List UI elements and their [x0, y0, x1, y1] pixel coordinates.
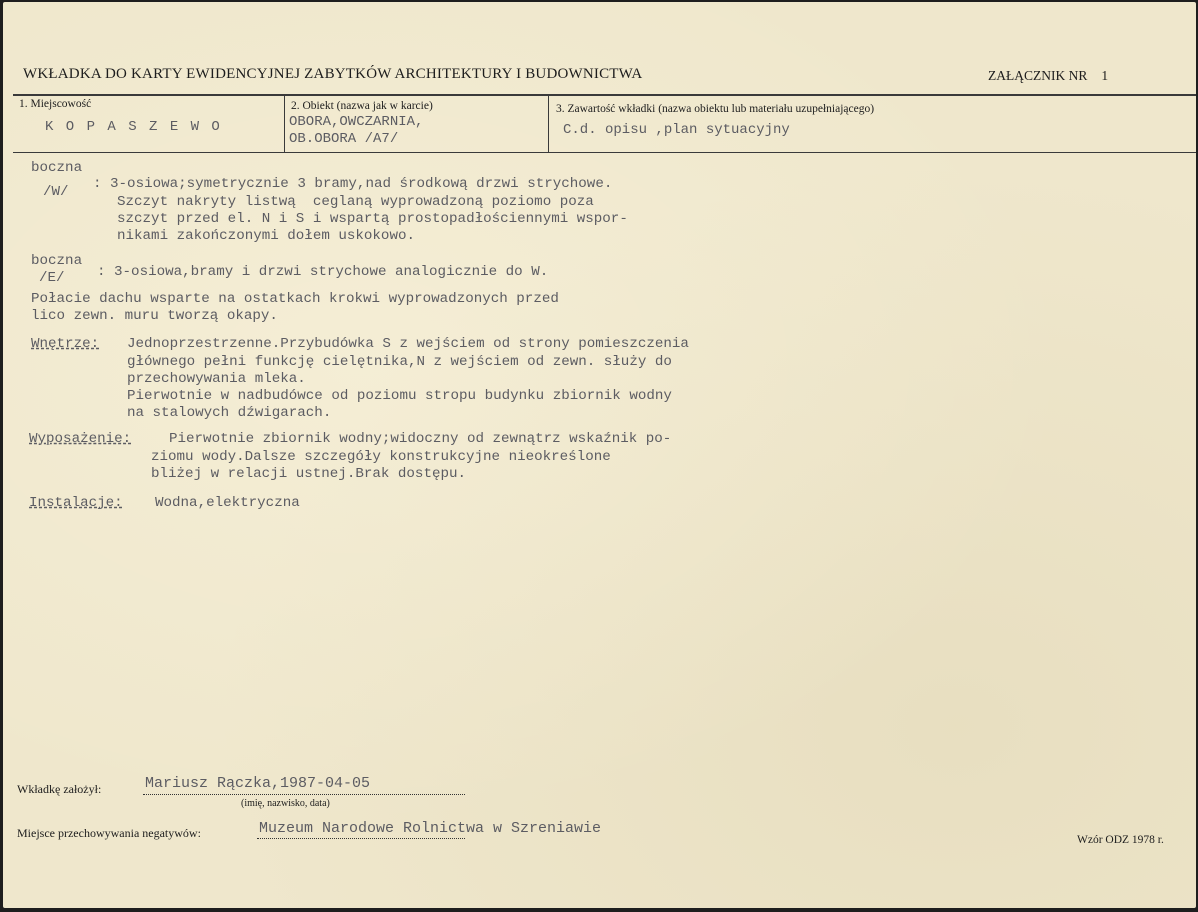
negatives-location-value: Muzeum Narodowe Rolnictwa w Szreniawie	[259, 820, 602, 837]
locality-value: K O P A S Z E W O	[45, 119, 222, 135]
form-title: WKŁADKA DO KARTY EWIDENCYJNEJ ZABYTKÓW ARCHITEKTURY I BUDOWNICTWA	[23, 66, 643, 82]
interior-line-2: głównego pełni funkcję cielętnika,N z wejściem od zewn. służy do	[127, 354, 672, 370]
annex-number: 1	[1101, 68, 1109, 83]
side-w-code: /W/	[43, 184, 69, 200]
created-by-underline	[143, 794, 465, 795]
locality-label: 1. Miejscowość	[19, 98, 92, 110]
equipment-line-1: Pierwotnie zbiornik wodny;widoczny od zewnątrz wskaźnik po-	[169, 431, 672, 447]
form-template-id: Wzór ODZ 1978 r.	[1077, 834, 1164, 846]
content-value: C.d. opisu ,plan sytuacyjny	[563, 122, 790, 138]
side-e-label: boczna	[31, 253, 83, 269]
inventory-card-insert	[3, 2, 1196, 908]
interior-line-5: na stalowych dźwigarach.	[127, 405, 332, 421]
negatives-location-underline	[257, 838, 465, 839]
annex-label-text: ZAŁĄCZNIK NR	[988, 68, 1088, 83]
equipment-label: Wyposażenie:	[29, 431, 132, 447]
header-rule	[13, 94, 1196, 96]
interior-line-4: Pierwotnie w nadbudówce od poziomu stropu budynku zbiornik wodny	[127, 388, 672, 404]
side-w-label: boczna	[31, 160, 83, 176]
roof-line-1: Połacie dachu wsparte na ostatkach krokwi wyprowadzonych przed	[31, 291, 559, 307]
annex-label	[988, 68, 1108, 84]
equipment-line-2: ziomu wody.Dalsze szczegóły konstrukcyjne nieokreślone	[151, 449, 611, 465]
field-divider-1	[284, 96, 285, 152]
object-value-line2: OB.OBORA /A7/	[289, 131, 399, 147]
side-e-code: /E/	[39, 270, 65, 286]
installations-label: Instalacje:	[29, 495, 123, 511]
created-by-value: Mariusz Rączka,1987-04-05	[145, 775, 371, 792]
fields-rule	[13, 152, 1196, 153]
interior-line-3: przechowywania mleka.	[127, 371, 306, 387]
object-value-line1: OBORA,OWCZARNIA,	[289, 114, 424, 130]
content-label: 3. Zawartość wkładki (nazwa obiektu lub materiału uzupełniającego)	[556, 103, 875, 115]
side-w-line-1: : 3-osiowa;symetrycznie 3 bramy,nad środkową drzwi strychowe.	[93, 176, 613, 192]
side-w-line-3: szczyt przed el. N i S i wspartą prostopadłościennymi wspor-	[117, 211, 628, 227]
created-by-hint: (imię, nazwisko, data)	[241, 798, 330, 809]
object-label: 2. Obiekt (nazwa jak w karcie)	[291, 100, 433, 112]
equipment-line-3: bliżej w relacji ustnej.Brak dostępu.	[151, 466, 467, 482]
field-divider-2	[548, 96, 549, 152]
side-w-line-2: Szczyt nakryty listwą ceglaną wyprowadzoną poziomo poza	[117, 194, 594, 210]
roof-line-2: lico zewn. muru tworzą okapy.	[31, 308, 278, 324]
side-w-line-4: nikami zakończonymi dołem uskokowo.	[117, 228, 415, 244]
negatives-location-label: Miejsce przechowywania negatywów:	[17, 826, 201, 840]
side-e-line: : 3-osiowa,bramy i drzwi strychowe analogicznie do W.	[97, 264, 549, 280]
installations-value: Wodna,elektryczna	[155, 495, 300, 511]
interior-line-1: Jednoprzestrzenne.Przybudówka S z wejściem od strony pomieszczenia	[127, 336, 689, 352]
created-by-label: Wkładkę założył:	[17, 782, 102, 796]
interior-label: Wnętrze:	[31, 336, 100, 352]
